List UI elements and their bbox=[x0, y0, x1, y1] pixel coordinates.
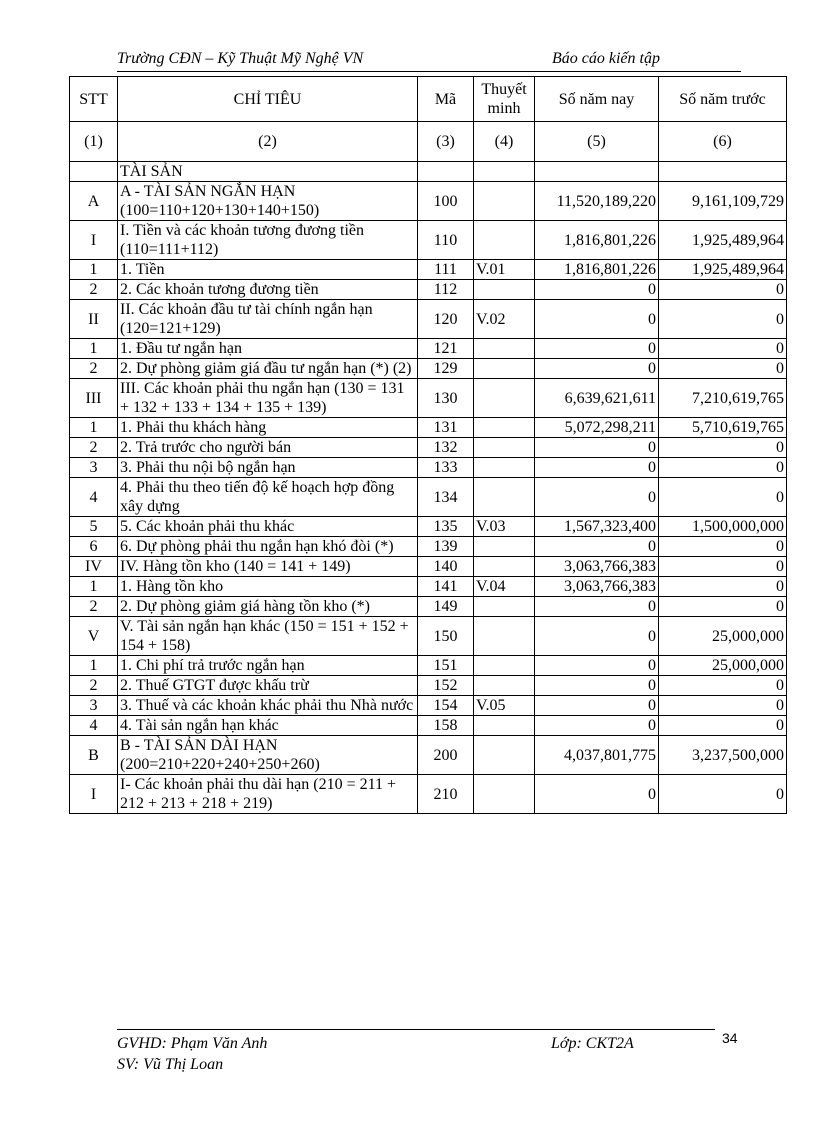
row-stt: IV bbox=[70, 557, 118, 577]
row-note bbox=[474, 656, 535, 676]
row-code: 134 bbox=[418, 478, 474, 517]
row-note: V.05 bbox=[474, 696, 535, 716]
row-stt: III bbox=[70, 379, 118, 418]
row-stt bbox=[70, 162, 118, 182]
row-previous-year: 25,000,000 bbox=[659, 617, 787, 656]
row-code: 100 bbox=[418, 182, 474, 221]
row-current-year: 11,520,189,220 bbox=[535, 182, 659, 221]
row-indicator: 1. Tiền bbox=[118, 260, 418, 280]
row-indicator: 1. Hàng tồn kho bbox=[118, 577, 418, 597]
row-indicator: 4. Phải thu theo tiến độ kế hoạch hợp đồng xây dựng bbox=[118, 478, 418, 517]
row-code: 154 bbox=[418, 696, 474, 716]
row-code: 152 bbox=[418, 676, 474, 696]
row-stt: 3 bbox=[70, 458, 118, 478]
row-previous-year bbox=[659, 162, 787, 182]
row-previous-year: 0 bbox=[659, 438, 787, 458]
row-previous-year: 0 bbox=[659, 537, 787, 557]
row-stt: 5 bbox=[70, 517, 118, 537]
row-stt: 2 bbox=[70, 438, 118, 458]
row-note bbox=[474, 736, 535, 775]
row-current-year: 0 bbox=[535, 696, 659, 716]
row-code: 210 bbox=[418, 775, 474, 814]
row-current-year: 0 bbox=[535, 537, 659, 557]
row-current-year: 0 bbox=[535, 617, 659, 656]
balance-sheet-table bbox=[69, 76, 787, 814]
colnum-2: (2) bbox=[118, 122, 418, 162]
row-indicator: 2. Dự phòng giảm giá đầu tư ngắn hạn (*) (2) bbox=[118, 359, 418, 379]
table-row bbox=[70, 478, 787, 517]
row-note: V.02 bbox=[474, 300, 535, 339]
table-row bbox=[70, 280, 787, 300]
row-stt: I bbox=[70, 775, 118, 814]
row-stt: A bbox=[70, 182, 118, 221]
row-current-year: 0 bbox=[535, 339, 659, 359]
header-so-nam-nay: Số năm nay bbox=[535, 77, 659, 122]
header-stt: STT bbox=[70, 77, 118, 122]
row-code: 150 bbox=[418, 617, 474, 656]
row-indicator: IV. Hàng tồn kho (140 = 141 + 149) bbox=[118, 557, 418, 577]
row-note bbox=[474, 478, 535, 517]
row-previous-year: 25,000,000 bbox=[659, 656, 787, 676]
row-indicator: 5. Các khoản phải thu khác bbox=[118, 517, 418, 537]
table-row bbox=[70, 260, 787, 280]
row-previous-year: 3,237,500,000 bbox=[659, 736, 787, 775]
table-row bbox=[70, 597, 787, 617]
row-code: 110 bbox=[418, 221, 474, 260]
row-stt: 4 bbox=[70, 478, 118, 517]
row-note bbox=[474, 280, 535, 300]
row-indicator: 1. Phải thu khách hàng bbox=[118, 418, 418, 438]
row-indicator: A - TÀI SẢN NGẮN HẠN (100=110+120+130+140+150) bbox=[118, 182, 418, 221]
footer-gvhd: GVHD: Phạm Văn Anh bbox=[117, 1035, 268, 1052]
row-stt: B bbox=[70, 736, 118, 775]
row-current-year: 0 bbox=[535, 478, 659, 517]
row-stt: 1 bbox=[70, 260, 118, 280]
row-current-year: 0 bbox=[535, 438, 659, 458]
row-previous-year: 1,925,489,964 bbox=[659, 221, 787, 260]
row-code: 149 bbox=[418, 597, 474, 617]
row-current-year: 1,567,323,400 bbox=[535, 517, 659, 537]
row-indicator: I. Tiền và các khoản tương đương tiền (110=111+112) bbox=[118, 221, 418, 260]
row-indicator: 1. Chi phí trả trước ngắn hạn bbox=[118, 656, 418, 676]
row-stt: 3 bbox=[70, 696, 118, 716]
row-stt: 2 bbox=[70, 359, 118, 379]
row-indicator: 2. Dự phòng giảm giá hàng tồn kho (*) bbox=[118, 597, 418, 617]
row-note bbox=[474, 676, 535, 696]
row-code: 158 bbox=[418, 716, 474, 736]
row-code: 141 bbox=[418, 577, 474, 597]
row-note bbox=[474, 458, 535, 478]
row-stt: 2 bbox=[70, 676, 118, 696]
header-ma: Mã bbox=[418, 77, 474, 122]
row-indicator: III. Các khoản phải thu ngắn hạn (130 = 131 + 132 + 133 + 134 + 135 + 139) bbox=[118, 379, 418, 418]
table-row bbox=[70, 182, 787, 221]
row-indicator: 2. Thuế GTGT được khấu trừ bbox=[118, 676, 418, 696]
row-code: 133 bbox=[418, 458, 474, 478]
row-indicator: B - TÀI SẢN DÀI HẠN (200=210+220+240+250+260) bbox=[118, 736, 418, 775]
row-previous-year: 0 bbox=[659, 280, 787, 300]
table-row bbox=[70, 418, 787, 438]
row-current-year: 0 bbox=[535, 676, 659, 696]
colnum-3: (3) bbox=[418, 122, 474, 162]
row-current-year: 3,063,766,383 bbox=[535, 557, 659, 577]
row-code bbox=[418, 162, 474, 182]
row-previous-year: 9,161,109,729 bbox=[659, 182, 787, 221]
row-note bbox=[474, 418, 535, 438]
row-code: 112 bbox=[418, 280, 474, 300]
row-note bbox=[474, 379, 535, 418]
row-indicator: TÀI SẢN bbox=[118, 162, 418, 182]
table-header-row bbox=[70, 77, 787, 122]
table-row bbox=[70, 577, 787, 597]
row-indicator: II. Các khoản đầu tư tài chính ngắn hạn (120=121+129) bbox=[118, 300, 418, 339]
row-indicator: I- Các khoản phải thu dài hạn (210 = 211 + 212 + 213 + 218 + 219) bbox=[118, 775, 418, 814]
row-previous-year: 0 bbox=[659, 676, 787, 696]
row-stt: II bbox=[70, 300, 118, 339]
row-current-year: 0 bbox=[535, 300, 659, 339]
row-previous-year: 1,925,489,964 bbox=[659, 260, 787, 280]
row-current-year: 4,037,801,775 bbox=[535, 736, 659, 775]
row-code: 132 bbox=[418, 438, 474, 458]
row-stt: 1 bbox=[70, 339, 118, 359]
row-code: 151 bbox=[418, 656, 474, 676]
row-current-year bbox=[535, 162, 659, 182]
colnum-4: (4) bbox=[474, 122, 535, 162]
row-previous-year: 7,210,619,765 bbox=[659, 379, 787, 418]
row-code: 121 bbox=[418, 339, 474, 359]
table-row bbox=[70, 300, 787, 339]
row-current-year: 0 bbox=[535, 775, 659, 814]
row-note bbox=[474, 716, 535, 736]
row-code: 135 bbox=[418, 517, 474, 537]
row-stt: 2 bbox=[70, 597, 118, 617]
row-stt: 1 bbox=[70, 418, 118, 438]
row-indicator: 6. Dự phòng phải thu ngắn hạn khó đòi (*) bbox=[118, 537, 418, 557]
row-code: 129 bbox=[418, 359, 474, 379]
row-current-year: 5,072,298,211 bbox=[535, 418, 659, 438]
table-row bbox=[70, 517, 787, 537]
row-previous-year: 1,500,000,000 bbox=[659, 517, 787, 537]
colnum-5: (5) bbox=[535, 122, 659, 162]
table-row bbox=[70, 458, 787, 478]
row-code: 130 bbox=[418, 379, 474, 418]
row-note bbox=[474, 775, 535, 814]
row-current-year: 0 bbox=[535, 458, 659, 478]
row-current-year: 0 bbox=[535, 656, 659, 676]
row-indicator: 4. Tài sản ngắn hạn khác bbox=[118, 716, 418, 736]
row-previous-year: 0 bbox=[659, 458, 787, 478]
row-note bbox=[474, 221, 535, 260]
row-note: V.04 bbox=[474, 577, 535, 597]
table-row bbox=[70, 676, 787, 696]
row-previous-year: 0 bbox=[659, 478, 787, 517]
row-note bbox=[474, 339, 535, 359]
table-row bbox=[70, 162, 787, 182]
row-code: 200 bbox=[418, 736, 474, 775]
colnum-6: (6) bbox=[659, 122, 787, 162]
row-indicator: 2. Trả trước cho người bán bbox=[118, 438, 418, 458]
header-divider bbox=[117, 71, 741, 72]
header-report-title: Báo cáo kiến tập bbox=[552, 50, 660, 67]
header-chi-tieu: CHỈ TIÊU bbox=[118, 77, 418, 122]
page-number: 34 bbox=[722, 1030, 738, 1046]
row-note bbox=[474, 359, 535, 379]
header-school: Trường CĐN – Kỹ Thuật Mỹ Nghệ VN bbox=[117, 50, 364, 67]
row-code: 111 bbox=[418, 260, 474, 280]
table-row bbox=[70, 716, 787, 736]
row-previous-year: 0 bbox=[659, 300, 787, 339]
row-note bbox=[474, 597, 535, 617]
row-note bbox=[474, 617, 535, 656]
row-stt: 2 bbox=[70, 280, 118, 300]
row-current-year: 3,063,766,383 bbox=[535, 577, 659, 597]
table-row bbox=[70, 438, 787, 458]
table-row bbox=[70, 379, 787, 418]
row-code: 139 bbox=[418, 537, 474, 557]
table-row bbox=[70, 775, 787, 814]
row-previous-year: 0 bbox=[659, 696, 787, 716]
row-code: 120 bbox=[418, 300, 474, 339]
row-previous-year: 0 bbox=[659, 716, 787, 736]
row-indicator: V. Tài sản ngắn hạn khác (150 = 151 + 152 + 154 + 158) bbox=[118, 617, 418, 656]
row-current-year: 6,639,621,611 bbox=[535, 379, 659, 418]
row-previous-year: 0 bbox=[659, 577, 787, 597]
table-row bbox=[70, 617, 787, 656]
row-code: 140 bbox=[418, 557, 474, 577]
row-note bbox=[474, 438, 535, 458]
row-indicator: 1. Đầu tư ngắn hạn bbox=[118, 339, 418, 359]
row-current-year: 0 bbox=[535, 716, 659, 736]
row-stt: 4 bbox=[70, 716, 118, 736]
header-thuyet-minh: Thuyết minh bbox=[474, 77, 535, 122]
row-note: V.01 bbox=[474, 260, 535, 280]
row-previous-year: 0 bbox=[659, 775, 787, 814]
table-row bbox=[70, 537, 787, 557]
row-previous-year: 0 bbox=[659, 557, 787, 577]
table-row bbox=[70, 359, 787, 379]
row-stt: 6 bbox=[70, 537, 118, 557]
row-previous-year: 0 bbox=[659, 597, 787, 617]
row-previous-year: 0 bbox=[659, 339, 787, 359]
table-row bbox=[70, 557, 787, 577]
row-current-year: 0 bbox=[535, 280, 659, 300]
colnum-1: (1) bbox=[70, 122, 118, 162]
table-row bbox=[70, 696, 787, 716]
header-so-nam-truoc: Số năm trước bbox=[659, 77, 787, 122]
table-row bbox=[70, 221, 787, 260]
row-previous-year: 5,710,619,765 bbox=[659, 418, 787, 438]
row-note: V.03 bbox=[474, 517, 535, 537]
row-current-year: 0 bbox=[535, 359, 659, 379]
row-stt: I bbox=[70, 221, 118, 260]
table-row bbox=[70, 339, 787, 359]
row-note bbox=[474, 182, 535, 221]
row-note bbox=[474, 162, 535, 182]
row-current-year: 1,816,801,226 bbox=[535, 221, 659, 260]
row-current-year: 0 bbox=[535, 597, 659, 617]
row-stt: V bbox=[70, 617, 118, 656]
row-current-year: 1,816,801,226 bbox=[535, 260, 659, 280]
footer-student: SV: Vũ Thị Loan bbox=[117, 1056, 224, 1073]
footer-divider bbox=[117, 1029, 715, 1030]
row-indicator: 3. Phải thu nội bộ ngắn hạn bbox=[118, 458, 418, 478]
footer-class: Lớp: CKT2A bbox=[551, 1035, 634, 1052]
row-note bbox=[474, 537, 535, 557]
table-row bbox=[70, 736, 787, 775]
row-stt: 1 bbox=[70, 656, 118, 676]
row-stt: 1 bbox=[70, 577, 118, 597]
row-previous-year: 0 bbox=[659, 359, 787, 379]
row-note bbox=[474, 557, 535, 577]
table-row bbox=[70, 656, 787, 676]
row-code: 131 bbox=[418, 418, 474, 438]
row-indicator: 2. Các khoản tương đương tiền bbox=[118, 280, 418, 300]
column-number-row bbox=[70, 122, 787, 162]
row-indicator: 3. Thuế và các khoản khác phải thu Nhà nước bbox=[118, 696, 418, 716]
